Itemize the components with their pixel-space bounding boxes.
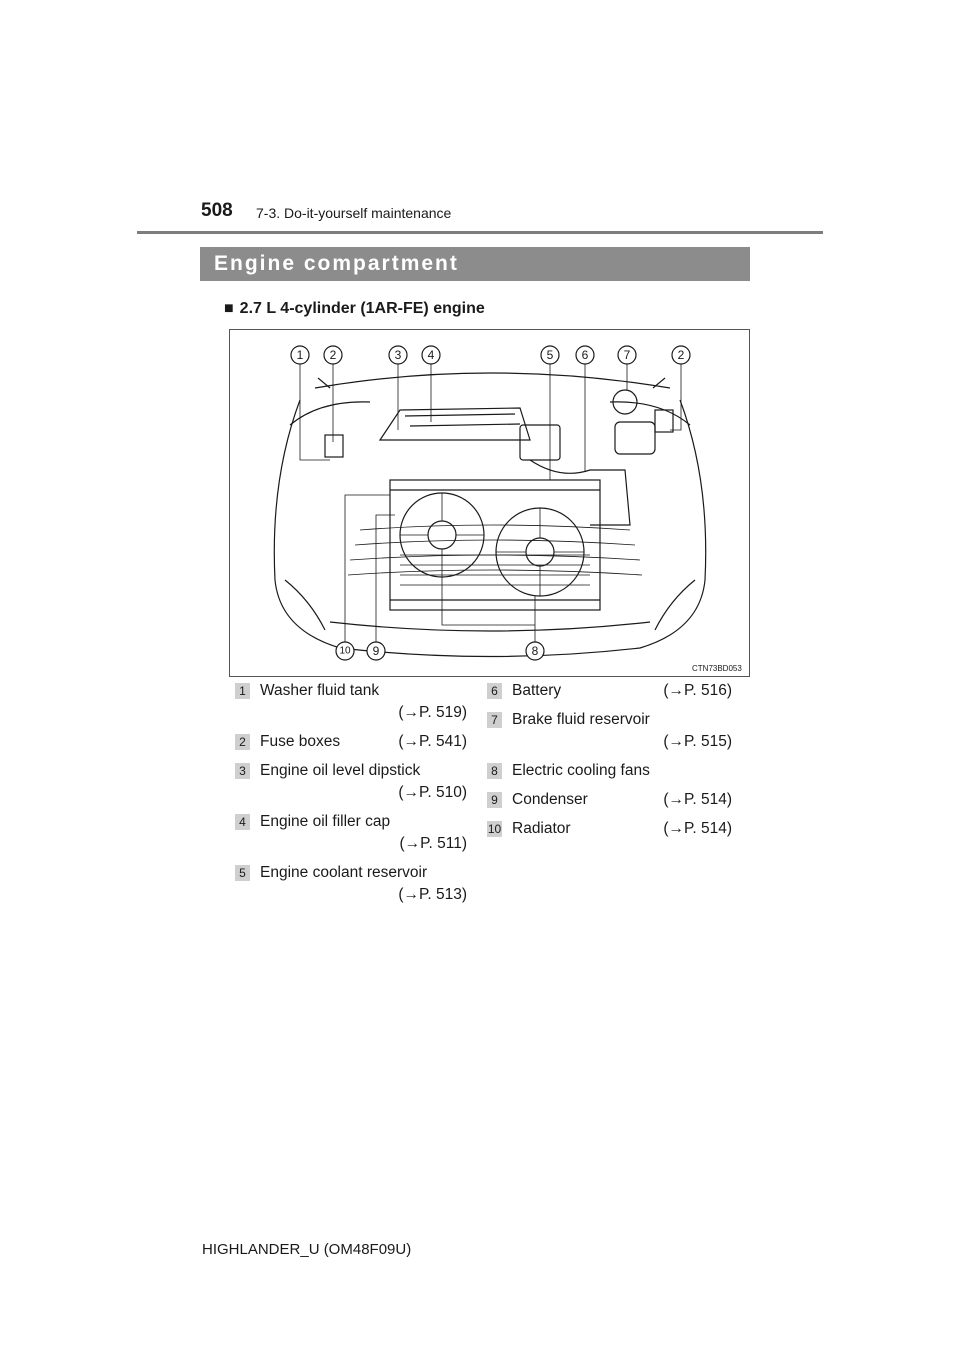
legend-item-washer-fluid-tank: [235, 680, 467, 724]
legend-number-badge: 7: [487, 712, 502, 728]
page-reference: (→P. 515): [663, 733, 732, 750]
legend-label: Engine coolant reservoir: [260, 864, 428, 881]
callout-markers-bottom: [336, 642, 544, 660]
legend-number-badge: 1: [235, 683, 250, 699]
page-reference: (→P. 514): [663, 791, 732, 808]
page-reference: (→P. 511): [399, 835, 467, 852]
legend-item-condenser: [487, 789, 732, 811]
page-reference: (→P. 510): [398, 784, 467, 801]
figure-code: CTN73BD053: [692, 664, 742, 673]
legend-number-badge: 6: [487, 683, 502, 699]
legend-number-badge: 9: [487, 792, 502, 808]
legend-number-badge: 2: [235, 734, 250, 750]
callout-label: 2: [677, 348, 685, 362]
legend-label: Fuse boxes: [260, 733, 341, 750]
callout-label: 1: [296, 348, 304, 362]
legend-item-engine-coolant-reservoir: [235, 862, 467, 906]
legend-label: Electric cooling fans: [512, 762, 650, 779]
engine-illustration-svg: [230, 330, 751, 678]
legend-label: Brake fluid reservoir: [512, 711, 650, 728]
callout-markers-top: [291, 346, 690, 364]
callout-label: 9: [372, 644, 380, 658]
page-reference: (→P. 541): [398, 733, 467, 750]
footer-model-code: HIGHLANDER_U (OM48F09U): [202, 1241, 412, 1258]
callout-label: 5: [546, 348, 554, 362]
legend-label: Engine oil level dipstick: [260, 762, 421, 779]
legend-number-badge: 10: [487, 822, 502, 836]
square-bullet-icon: ■: [224, 300, 234, 317]
legend-label: Condenser: [512, 791, 588, 808]
legend-label: Engine oil filler cap: [260, 813, 391, 830]
engine-subheading: [224, 300, 485, 318]
legend-number-badge: 4: [235, 814, 250, 830]
page-reference: (→P. 513): [398, 886, 467, 903]
legend-item-engine-oil-level-dipstick: [235, 760, 467, 804]
vehicle-outline: [274, 373, 705, 657]
legend-item-brake-fluid-reservoir: [487, 709, 732, 753]
callout-label: 8: [531, 644, 539, 658]
legend-number-badge: 8: [487, 763, 502, 779]
legend-label: Radiator: [512, 820, 571, 837]
legend-label: Washer fluid tank: [260, 682, 380, 699]
legend-item-battery: [487, 680, 732, 702]
legend-item-fuse-boxes: [235, 731, 467, 753]
callout-label: 10: [339, 645, 351, 657]
engine-compartment-illustration: [229, 329, 750, 677]
callout-label: 7: [623, 348, 631, 362]
legend-item-engine-oil-filler-cap: [235, 811, 467, 855]
callout-label: 6: [581, 348, 589, 362]
callout-label: 4: [427, 348, 435, 362]
legend-left-column: [235, 680, 467, 913]
legend-label: Battery: [512, 682, 562, 699]
section-reference: 7-3. Do-it-yourself maintenance: [256, 205, 452, 221]
page-reference: (→P. 514): [663, 820, 732, 837]
page-number: 508: [201, 200, 233, 221]
legend-item-radiator: [487, 818, 732, 840]
page-title: Engine compartment: [200, 247, 750, 281]
legend-number-badge: 3: [235, 763, 250, 779]
legend-item-electric-cooling-fans: [487, 760, 732, 782]
callout-label: 2: [329, 348, 337, 362]
callout-leader-lines: [300, 364, 681, 647]
legend-right-column: [487, 680, 732, 847]
callout-label: 3: [394, 348, 402, 362]
page-reference: (→P. 519): [398, 704, 467, 721]
page-reference: (→P. 516): [663, 682, 732, 699]
subheading-text: 2.7 L 4-cylinder (1AR-FE) engine: [239, 300, 485, 317]
header-rule: [137, 231, 823, 234]
legend-number-badge: 5: [235, 865, 250, 881]
